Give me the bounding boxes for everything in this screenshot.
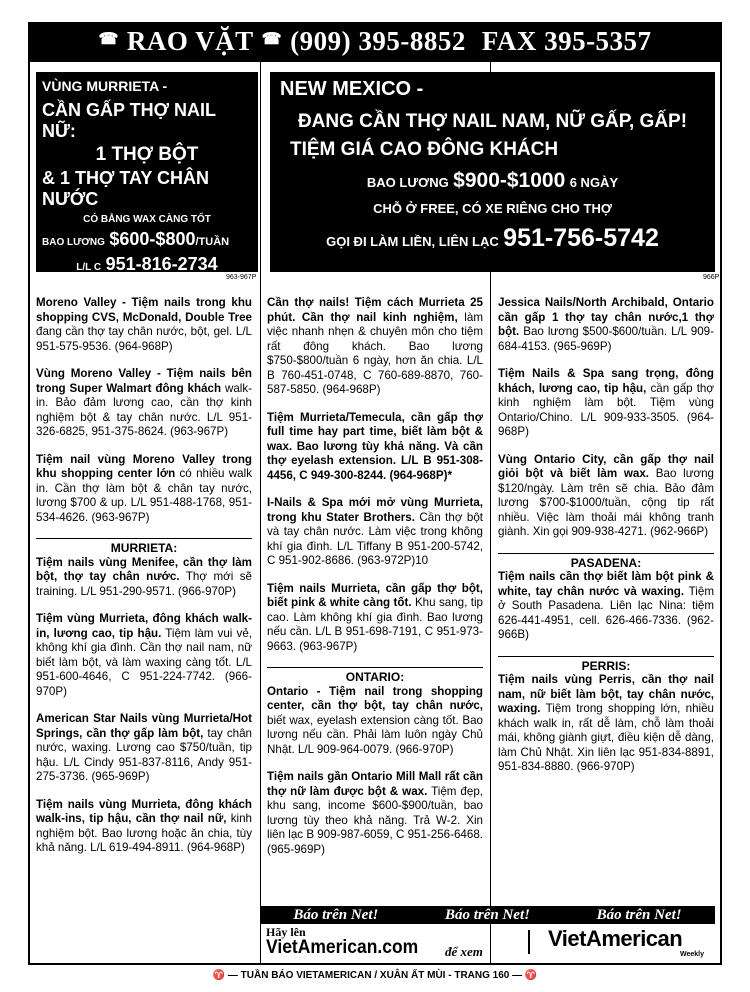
classified-ad: Tiệm vùng Murrieta, đông khách walk-in, lương cao, tip hậu. Tiệm làm vui vẻ, không khí gia đình. Cần thợ nail nam, nữ biết làm bột, và làm waxing càng tốt. L/L 951-600-4646, C 951-224-7742. (966-970P) [36, 612, 252, 698]
banner-slogan: Báo trên Net! [293, 906, 379, 923]
ad-heading: VÙNG MURRIETA - [42, 78, 168, 94]
section-heading: PERRIS: [498, 656, 714, 674]
ad-line: TIỆM GIÁ CAO ĐÔNG KHÁCH [290, 139, 559, 160]
vietamerican-logo: VietAmerican [548, 926, 683, 951]
classified-column-3 [498, 296, 714, 788]
section-heading: ONTARIO: [267, 667, 483, 685]
banner-divider [528, 930, 530, 954]
classified-ad: Cần thợ nails! Tiệm cách Murrieta 25 phút. Cần thợ nail kinh nghiệm, làm việc nhanh nhẹn & chuyên môn cho tiệm rất đông khách. Bao lương $750-$800/tuần 6 ngày, hơn ăn chia. L/L B 760-451-0748, C 760-689-8870, 760-587-5850. (964-968P) [267, 296, 483, 396]
display-ad-new-mexico [270, 72, 715, 272]
ad-salary: $900-$1000 [453, 169, 566, 192]
banner-site-link[interactable]: VietAmerican.com [266, 937, 419, 958]
ad-code: 963-967P [226, 274, 257, 281]
ad-line: & 1 THỢ TAY CHÂN NƯỚC [42, 168, 210, 209]
goat-icon: ♈ [524, 970, 538, 981]
section-heading: MURRIETA: [36, 538, 252, 556]
ad-contact-label: L/L C [76, 262, 102, 273]
ad-salary-label: BAO LƯƠNG [366, 175, 449, 190]
classified-ad: Tiệm nails vùng Menifee, cần thợ làm bột, thợ tay chân nước. Thợ mới sẽ training. L/L 951-290-9571. (966-970P) [36, 555, 252, 598]
classified-ad: Tiệm Nails & Spa sang trọng, đông khách, lương cao, tip hậu, cần gấp thợ kinh nghiệm làm bột. Tiệm vùng Ontario/Chino. L/L 909-933-3505. (964-968P) [498, 367, 714, 438]
ad-contact-label: GỌI ĐI LÀM LIỀN, LIÊN LẠC [326, 234, 499, 249]
ad-phone: 951-246-8846 [115, 277, 228, 297]
footer-text: — TUẦN BÁO VIETAMERICAN / XUÂN ẤT MÙI - TRANG 160 — [227, 970, 523, 981]
classified-ad: I-Nails & Spa mới mở vùng Murrieta, trong khu Stater Brothers. Cần thợ bột và tay chân nước. Làm việc trong không khí gia đình. L/L Tiffany B 951-200-5742, C 951-902-8686. (963-972P)10 [267, 496, 483, 567]
classified-ad: Tiệm Murrieta/Temecula, cần gấp thợ full time hay part time, biết làm bột & wax. Bao lương tùy khả năng. Và cần thợ eyelash extension. L/L B 951-308-4456, C 949-300-8244. (964-968P)* [267, 410, 483, 482]
classified-ad: Tiệm nails Murrieta, cần gấp thợ bột, biết pink & white càng tốt. Khu sang, tip cao. Làm không khí gia đình. Bao lương nếu cần. L/L B 951-698-7191, C 951-973-9663. (963-967P) [267, 581, 483, 653]
ad-code: 966P [703, 274, 720, 281]
ad-line: CẦN GẤP THỢ NAIL NỮ: [42, 100, 216, 141]
column-divider [260, 60, 261, 965]
phone-icon: ☎ [98, 31, 119, 48]
classified-column-1 [36, 296, 252, 869]
classified-ad: Jessica Nails/North Archibald, Ontario cần gấp 1 thợ tay chân nước,1 thợ bột. Bao lương $500-$600/tuần. L/L 909-684-4153. (965-969P) [498, 296, 714, 353]
fax-number: FAX 395-5357 [481, 25, 652, 56]
classified-ad: Ontario - Tiệm nail trong shopping center, cần thợ bột, tay chân nước, biết wax, eyelash extension càng tốt. Bao lương nếu cần. Phải làm luôn ngày Chủ Nhật. L/L 909-964-0079. (966-970P) [267, 684, 483, 756]
page-footer [0, 970, 750, 981]
classified-ad: Tiệm nails vùng Murrieta, đông khách walk-ins, tip hậu, cần thợ nail nữ, kinh nghiệm bột. Bao lương hoặc ăn chia, tùy khả năng. L/L 619-494-8911. (964-968P) [36, 797, 252, 854]
logo-subtitle: Weekly [680, 951, 704, 958]
classified-ad: Tiệm nails vùng Perris, cần thợ nail nam, nữ biết làm bột, tay chân nước, waxing. Tiệm trong shopping lớn, nhiều khách walk in, rất dễ làm, chỗ làm thoải mái, không giành giựt, điều kiện dễ dàng, làm Chủ Nhật. Xin liên lạc 951-834-8891, 951-834-8880. (966-970P) [498, 673, 714, 773]
section-title: RAO VẶT [126, 25, 254, 56]
ad-line: ĐANG CẦN THỢ NAIL NAM, NỮ GẤP, GẤP! [297, 111, 688, 132]
ad-phone: 951-756-5742 [503, 224, 659, 252]
ad-line: 1 THỢ BỘT [95, 144, 199, 165]
classified-column-2 [267, 296, 483, 870]
ad-line: CÓ BẰNG WAX CÀNG TỐT [83, 214, 211, 225]
phone-icon: ☎ [261, 31, 283, 48]
ad-salary-label: BAO LƯƠNG [42, 237, 105, 248]
website-banner [260, 906, 715, 966]
classified-ad: American Star Nails vùng Murrieta/Hot Springs, cần thợ gấp làm bột, tay chân nước, waxing. Lương cao $750/tuần, tip hậu. L/L Cindy 951-837-8116, Andy 951-275-3736. (965-969P) [36, 712, 252, 783]
ad-phone: 951-816-2734 [105, 254, 218, 274]
masthead [28, 22, 722, 60]
banner-slogan: Báo trên Net! [444, 906, 530, 923]
classified-ad: Vùng Moreno Valley - Tiệm nails bên trong Super Walmart đông khách walk-in. Bảo đảm lương cao, cần thợ kinh nghiệm bột & tay chân nước. L/L 951-326-6825, 951-375-8624. (963-967P) [36, 367, 252, 438]
goat-icon: ♈ [212, 970, 226, 981]
classified-ad: Moreno Valley - Tiệm nails trong khu shopping CVS, McDonald, Double Tree đang cần thợ tay chân nước, bột, gel. L/L 951-575-9536. (964-968P) [36, 296, 252, 353]
classified-ad: Vùng Ontario City, cần gấp thợ nail giỏi bột và biết làm wax. Bao lương $120/ngày. Làm trên sẽ chia. Bảo đảm lương $700-$1000/tuần, cộng tip rất nhiều. Việc làm thoải mái không tranh giành. Xin gọi 909-938-4271. (962-966P) [498, 452, 714, 538]
phone-number: (909) 395-8852 [290, 25, 466, 56]
ad-salary-unit: /TUẦN [195, 236, 230, 248]
ad-salary-unit: 6 NGÀY [569, 175, 619, 190]
ad-heading: NEW MEXICO - [280, 78, 424, 100]
banner-slogan-bar [260, 906, 715, 924]
classified-ad: Tiệm nail vùng Moreno Valley trong khu shopping center lớn có nhiều walk in. Cần thợ làm bột & chân tay nước, lương $700 & up. L/L 951-488-1768, 951-534-4626. (963-967P) [36, 452, 252, 524]
ad-line: CHỖ Ở FREE, CÓ XE RIÊNG CHO THỢ [373, 201, 612, 216]
section-heading: PASADENA: [498, 553, 714, 571]
classified-ad: Tiệm nails cần thợ biết làm bột pink & white, tay chân nước và waxing. Tiệm ở South Pasadena. Liên lạc Nina: tiệm 626-441-4951, cell. 626-466-7336. (962-966B) [498, 570, 714, 641]
classified-ad: Tiệm nails gần Ontario Mill Mall rất cần thợ nữ làm được bột & wax. Tiệm đẹp, khu sang, income $600-$900/tuần, bao lương tùy theo khả năng. Trả W-2. Xin liên lạc B 909-987-6059, C 951-256-6468. (965-969P) [267, 770, 483, 856]
banner-see-label: để xem [445, 944, 483, 959]
banner-slogan: Báo trên Net! [596, 906, 682, 923]
banner-visit-label: Hãy lên [266, 925, 306, 939]
ad-contact-label: SAU 9PM [66, 285, 111, 296]
ad-salary: $600-$800 [109, 229, 196, 249]
